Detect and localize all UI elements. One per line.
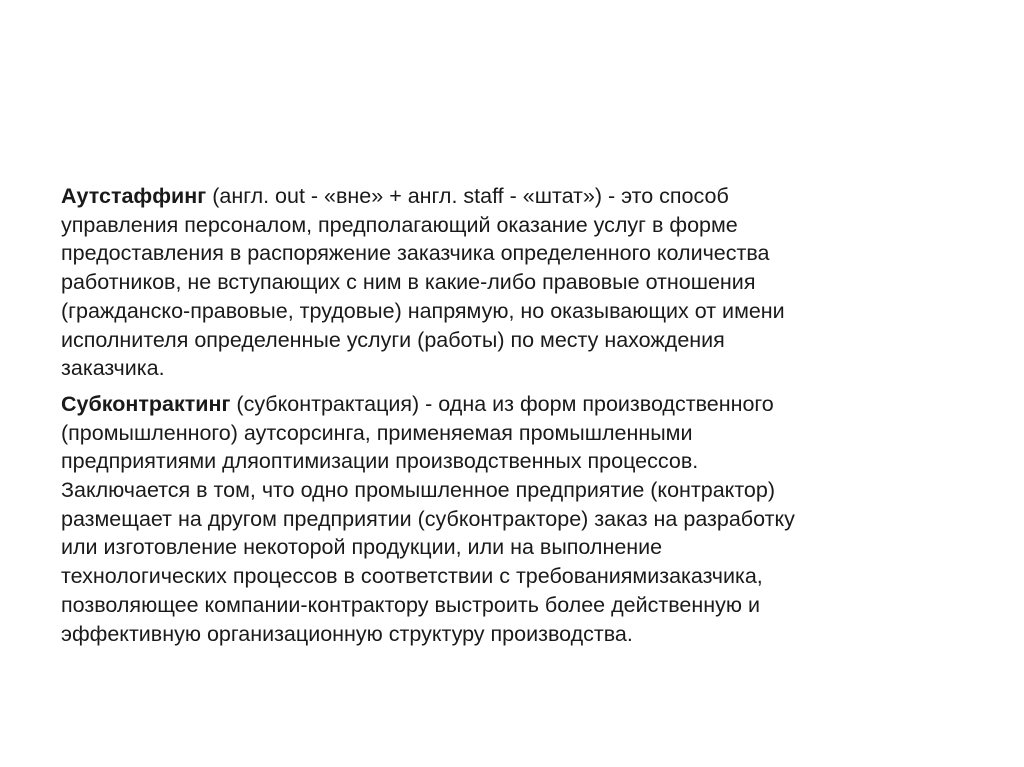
paragraph-subcontracting — [61, 390, 981, 648]
paragraph-outstaffing — [61, 182, 981, 383]
definition-subcontracting: (субконтрактация) - одна из форм производственного (промышленного) аутсорсинга, применяемая промышленными предприятиями дляоптимизации производственных процессов. Заключается в том, что одно промышленное предприятие (контрактор) размещает на другом предприятии (субконтракторе) заказ на разработку или изготовление некоторой продукции, или на выполнение технологических процессов в соответствии с требованиямизаказчика, позволяющее компании-контрактору выстроить более действенную и эффективную организационную структуру производства. — [61, 391, 795, 646]
term-subcontracting: Субконтрактинг — [61, 391, 231, 416]
definition-outstaffing: (англ. out - «вне» + англ. staff - «штат») - это способ управления персоналом, предполагающий оказание услуг в форме предоставления в распоряжение заказчика определенного количества работников, не вступающих с ним в какие-либо правовые отношения (гражданско-правовые, трудовые) напрямую, но оказывающих от имени исполнителя определенные услуги (работы) по месту нахождения заказчика. — [61, 184, 785, 381]
term-outstaffing: Аутстаффинг — [61, 184, 207, 208]
slide-body — [61, 182, 981, 655]
